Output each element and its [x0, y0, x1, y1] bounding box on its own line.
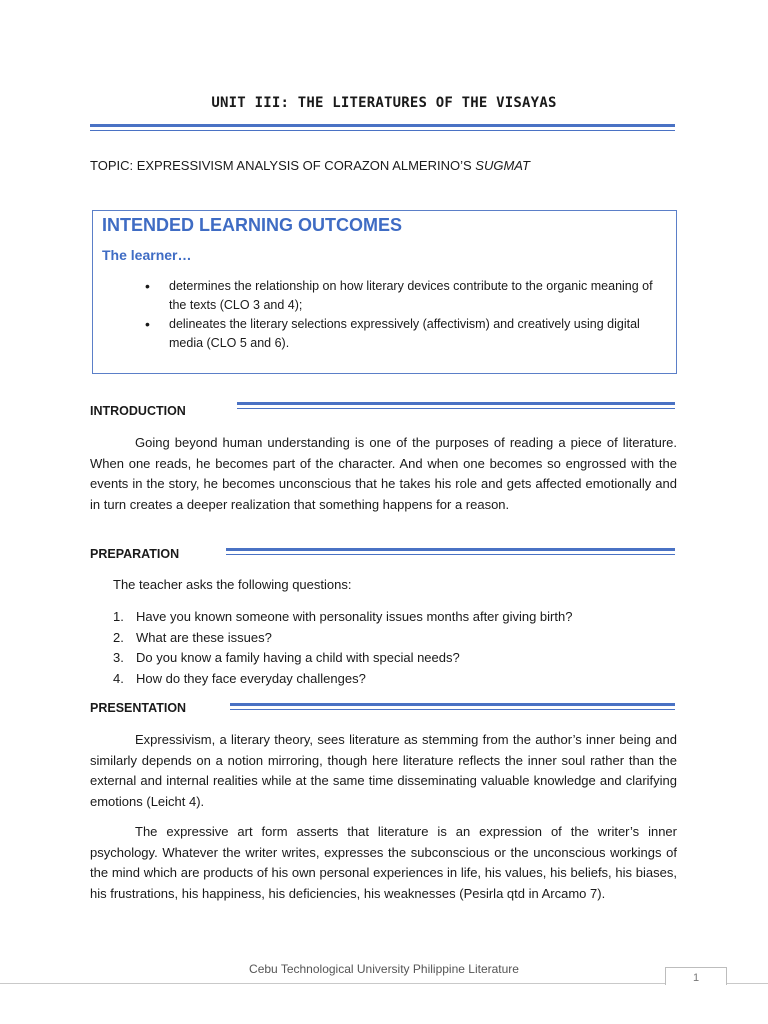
- introduction-label: INTRODUCTION: [90, 404, 186, 418]
- learning-outcomes-heading: INTENDED LEARNING OUTCOMES: [102, 215, 403, 235]
- footer-divider: [0, 983, 768, 984]
- learning-outcomes-box: [92, 210, 677, 374]
- topic-line: [90, 158, 530, 173]
- bullet-icon: •: [145, 316, 150, 332]
- question-item: 3. Do you know a family having a child with special needs?: [113, 650, 460, 665]
- topic-prefix: TOPIC: EXPRESSIVISM ANALYSIS OF CORAZON ALMERINO’S: [90, 158, 476, 173]
- question-item: 1. Have you known someone with personality issues months after giving birth?: [113, 609, 573, 624]
- footer-text: Cebu Technological University Philippine Literature: [249, 962, 519, 976]
- presentation-divider: [230, 703, 675, 710]
- question-item: 2. What are these issues?: [113, 629, 272, 645]
- introduction-paragraph: Going beyond human understanding is one of the purposes of reading a piece of literature. When one reads, he becomes part of the character. And when one becomes so engrossed with the events in the story, he becomes unconscious that he takes his role and gets affected emotionally and in turn creates a deeper realization that something happens for a reason.: [90, 435, 677, 512]
- question-item: 4. How do they face everyday challenges?: [113, 670, 366, 686]
- presentation-label: PRESENTATION: [90, 701, 187, 715]
- learner-subheading: The learner…: [102, 247, 192, 263]
- preparation-lead: The teacher asks the following questions:: [113, 577, 352, 592]
- page-number: 1: [665, 967, 727, 985]
- preparation-divider: [226, 548, 675, 555]
- presentation-paragraph-1: Expressivism, a literary theory, sees literature as stemming from the author’s inner being and similarly depends on a notion mirroring, though here literature reflects the inner soul rather than the external and internal realities while at the same time disseminating valuable knowledge and clarifying emotions (Leicht 4).: [90, 732, 677, 809]
- title-divider: [90, 124, 675, 131]
- outcomes-list: [145, 277, 655, 353]
- introduction-divider: [237, 402, 675, 409]
- outcome-item: • determines the relationship on how literary devices contribute to the organic meaning of the texts (CLO 3 and 4);: [145, 278, 653, 312]
- bullet-icon: •: [145, 278, 150, 294]
- preparation-label: PREPARATION: [90, 547, 180, 561]
- topic-title: SUGMAT: [475, 158, 530, 173]
- unit-title: UNIT III: THE LITERATURES OF THE VISAYAS: [211, 95, 557, 111]
- presentation-paragraph-2: The expressive art form asserts that literature is an expression of the writer’s inner psychology. Whatever the writer writes, expresses the subconscious or the unconscious workings of the mind which are products of his own personal experiences in life, his values, his beliefs, his biases, his frustrations, his happiness, his deficiencies, his weaknesses (Pesirla qtd in Arcamo 7).: [90, 824, 677, 901]
- questions-list: [113, 607, 572, 689]
- outcome-item: • delineates the literary selections expressively (affectivism) and creatively using digital media (CLO 5 and 6).: [145, 316, 640, 350]
